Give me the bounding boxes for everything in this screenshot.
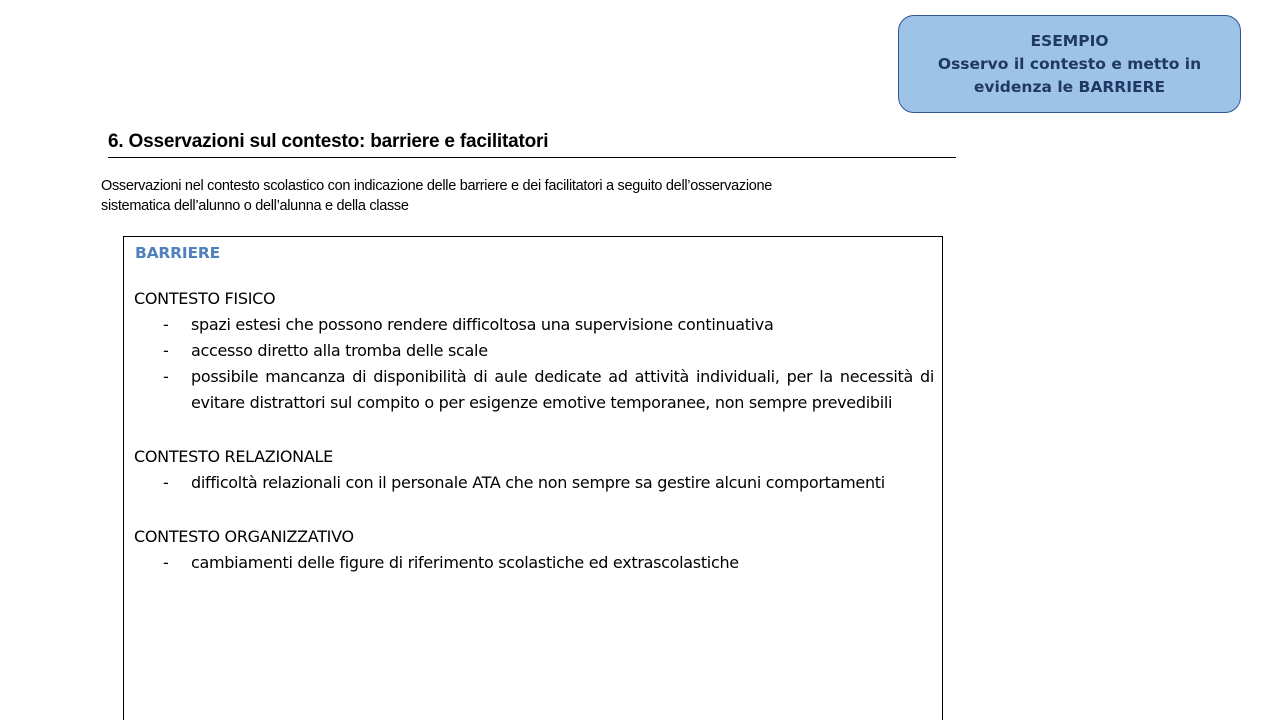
- list-item: [134, 470, 934, 496]
- group-title: CONTESTO ORGANIZZATIVO: [134, 527, 354, 546]
- dash-bullet: -: [163, 473, 169, 492]
- item-list: [134, 470, 934, 496]
- item-text: accesso diretto alla tromba delle scale: [191, 341, 488, 360]
- barriers-box: [123, 236, 943, 720]
- example-callout-box: [898, 15, 1241, 113]
- group-organizational-context: [134, 524, 934, 576]
- item-text: cambiamenti delle figure di riferimento scolastiche ed extrascolastiche: [191, 553, 739, 572]
- list-item: [134, 550, 934, 576]
- intro-line-1: Osservazioni nel contesto scolastico con indicazione delle barriere e dei facilitatori a seguito dell’osservazione: [101, 178, 773, 194]
- list-item: [134, 364, 934, 416]
- group-title: CONTESTO RELAZIONALE: [134, 447, 333, 466]
- barriers-heading: BARRIERE: [135, 244, 220, 262]
- group-relational-context: [134, 444, 934, 496]
- dash-bullet: -: [163, 553, 169, 572]
- callout-text-line-2: evidenza le BARRIERE: [973, 77, 1166, 96]
- item-text: spazi estesi che possono rendere difficoltosa una supervisione continuativa: [191, 315, 774, 334]
- item-text: possibile mancanza di disponibilità di aule dedicate ad attività individuali, per la necessità di evitare distrattori sul compito o per esigenze emotive temporanee, non sempre prevedibili: [191, 367, 934, 412]
- intro-line-2: sistematica dell’alunno o dell’alunna e della classe: [101, 198, 409, 214]
- item-list: [134, 550, 934, 576]
- callout-title: ESEMPIO: [1030, 31, 1109, 50]
- section-title: 6. Osservazioni sul contesto: barriere e facilitatori: [108, 131, 956, 158]
- item-text: difficoltà relazionali con il personale ATA che non sempre sa gestire alcuni comportamenti: [191, 473, 885, 492]
- item-list: [134, 312, 934, 416]
- callout-text-line-1: Osservo il contesto e metto in: [937, 54, 1202, 73]
- dash-bullet: -: [163, 341, 169, 360]
- group-title: CONTESTO FISICO: [134, 289, 276, 308]
- list-item: [134, 312, 934, 338]
- group-physical-context: [134, 286, 934, 416]
- section-intro: [101, 176, 961, 216]
- dash-bullet: -: [163, 315, 169, 334]
- dash-bullet: -: [163, 367, 169, 386]
- list-item: [134, 338, 934, 364]
